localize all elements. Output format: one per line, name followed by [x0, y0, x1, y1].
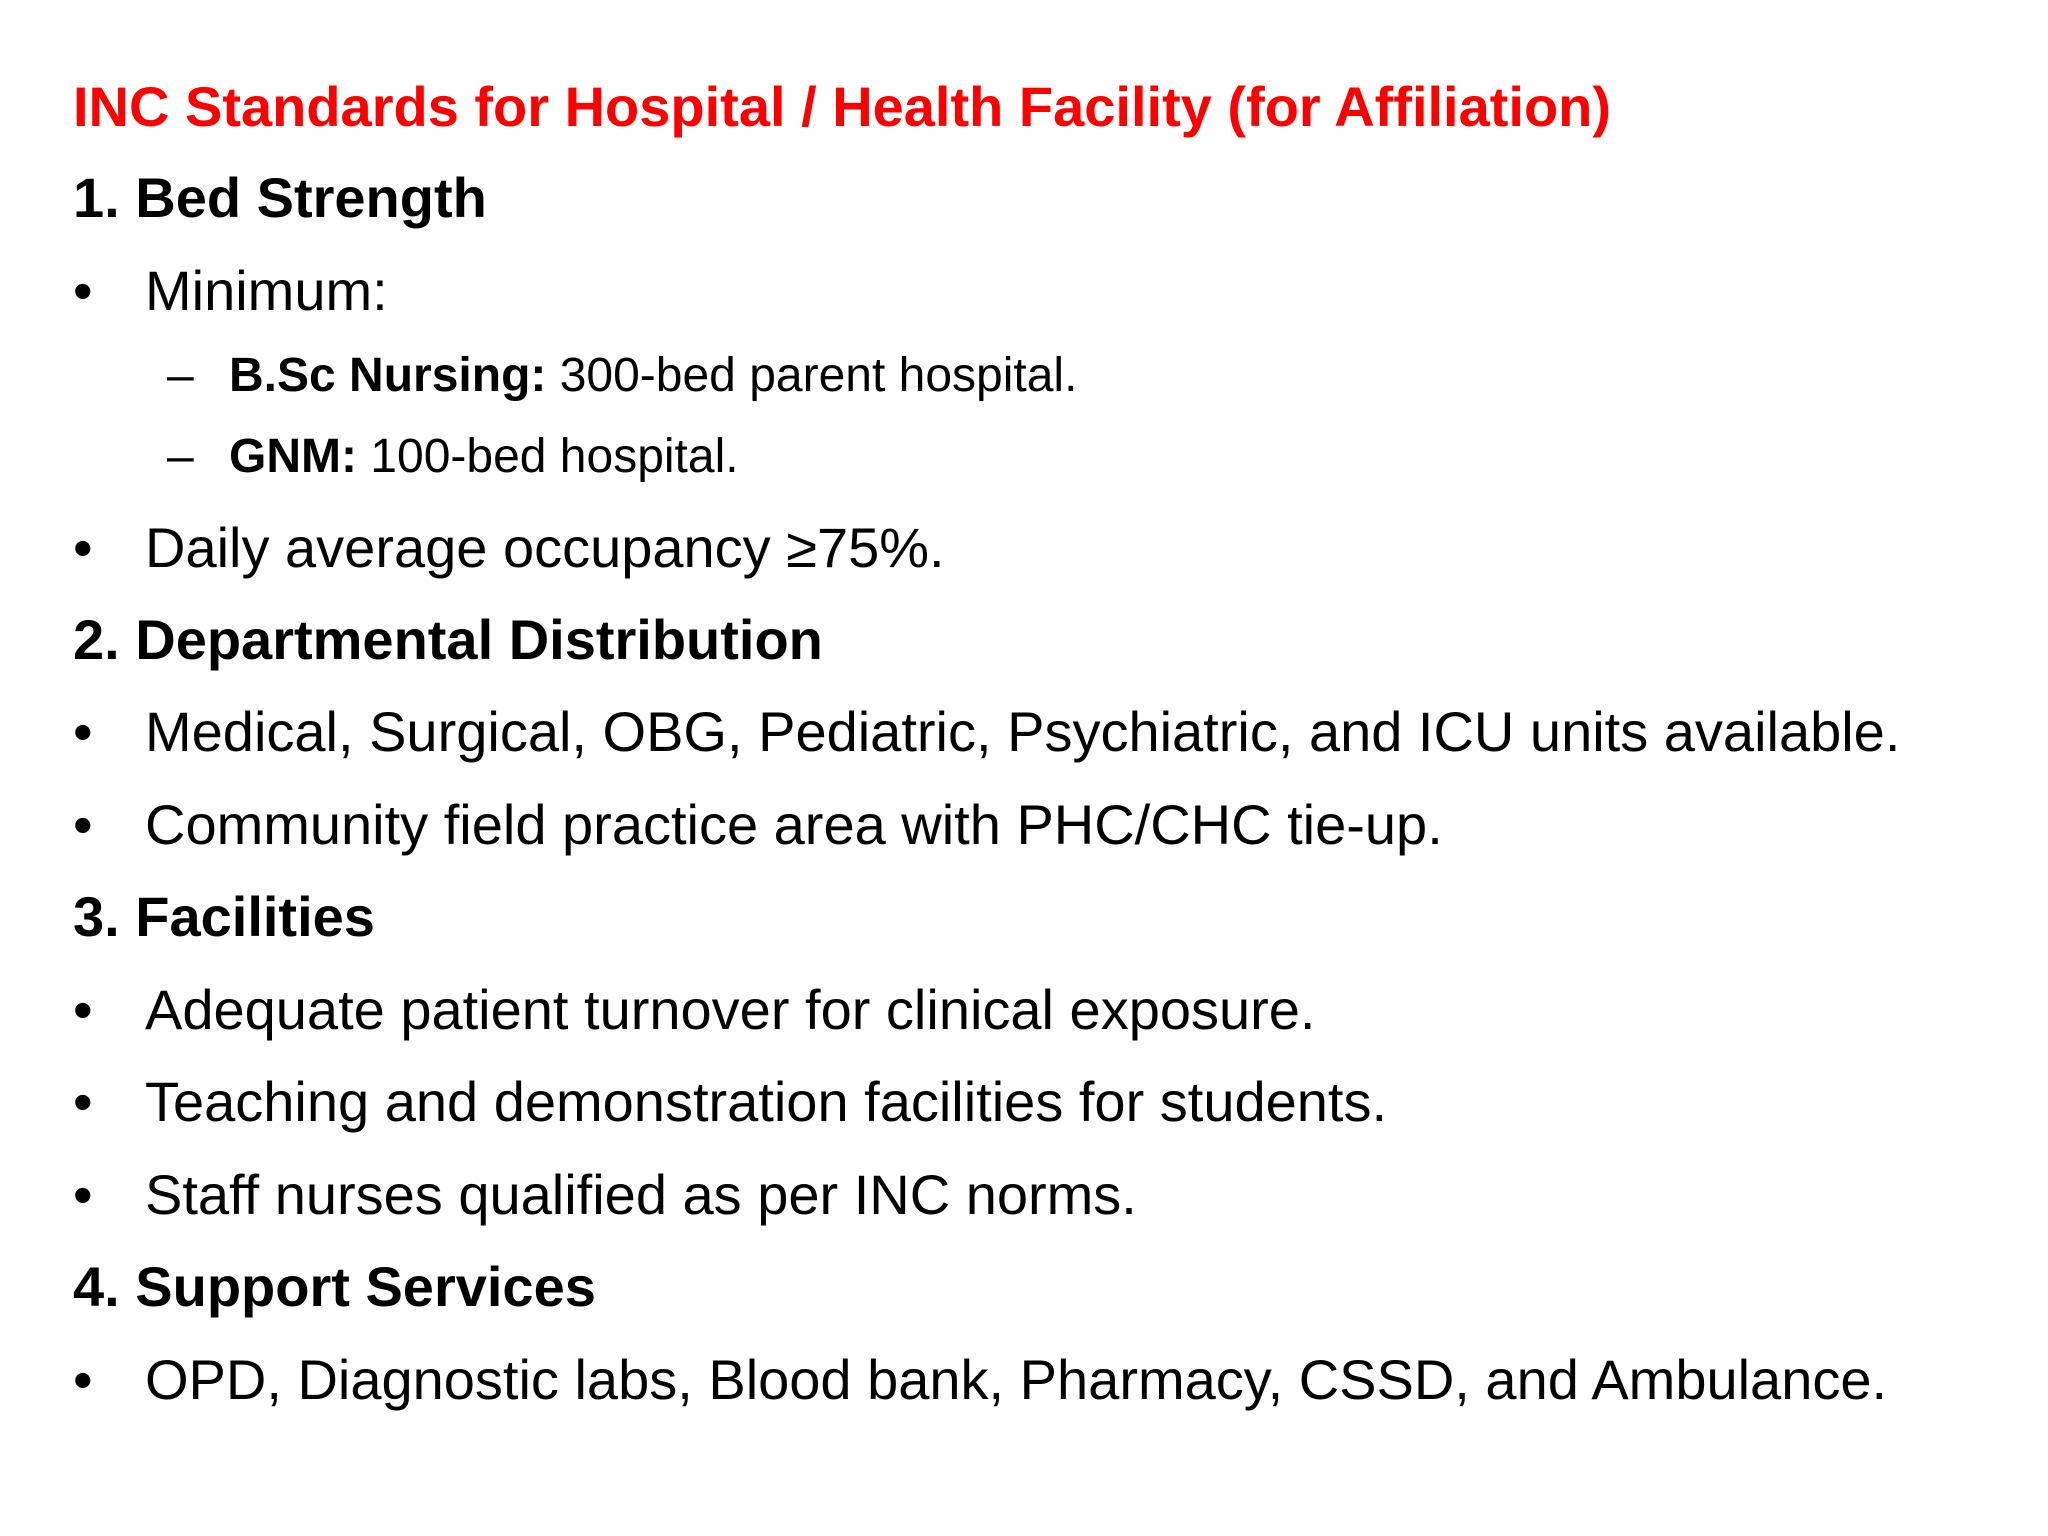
bullet-item: [73, 790, 1443, 860]
section-heading-facilities: 3. Facilities: [73, 885, 375, 948]
bullet-dot: •: [73, 793, 93, 856]
bullet-item: [73, 975, 1315, 1045]
sub-bullet-label: B.Sc Nursing:: [229, 349, 547, 402]
sub-bullet-dash: –: [167, 349, 194, 402]
bullet-item: [73, 513, 945, 583]
bullet-text: Daily average occupancy ≥75%.: [145, 516, 945, 579]
bullet-text: Community field practice area with PHC/CHC tie-up.: [145, 793, 1443, 856]
bullet-dot: •: [73, 978, 93, 1041]
slide-title: INC Standards for Hospital / Health Facility (for Affiliation): [73, 75, 1612, 138]
bullet-dot: •: [73, 1070, 93, 1133]
bullet-text: Teaching and demonstration facilities for students.: [145, 1070, 1388, 1133]
bullet-dot: •: [73, 700, 93, 763]
section-heading-departmental-distribution: 2. Departmental Distribution: [73, 608, 823, 671]
sub-bullet-label: GNM:: [229, 430, 357, 483]
bullet-text: Medical, Surgical, OBG, Pediatric, Psychiatric, and ICU units available.: [145, 700, 1901, 763]
bullet-dot: •: [73, 1348, 93, 1411]
sub-bullet-item: [167, 427, 739, 487]
bullet-item: [73, 697, 1900, 767]
section-heading-bed-strength: 1. Bed Strength: [73, 166, 487, 229]
sub-bullet-item: [167, 346, 1077, 406]
bullet-item: [73, 1160, 1137, 1230]
bullet-dot: •: [73, 259, 93, 322]
sub-bullet-text: 100-bed hospital.: [356, 430, 739, 483]
bullet-item: [73, 256, 388, 326]
bullet-dot: •: [73, 1163, 93, 1226]
sub-bullet-dash: –: [167, 430, 194, 483]
bullet-text: Minimum:: [145, 259, 388, 322]
sub-bullet-text: 300-bed parent hospital.: [546, 349, 1078, 402]
section-heading-support-services: 4. Support Services: [73, 1255, 596, 1318]
bullet-text: Adequate patient turnover for clinical exposure.: [145, 978, 1316, 1041]
bullet-item: [73, 1067, 1387, 1137]
bullet-item: [73, 1345, 1887, 1415]
bullet-text: Staff nurses qualified as per INC norms.: [145, 1163, 1137, 1226]
bullet-text: OPD, Diagnostic labs, Blood bank, Pharmacy, CSSD, and Ambulance.: [145, 1348, 1888, 1411]
bullet-dot: •: [73, 516, 93, 579]
